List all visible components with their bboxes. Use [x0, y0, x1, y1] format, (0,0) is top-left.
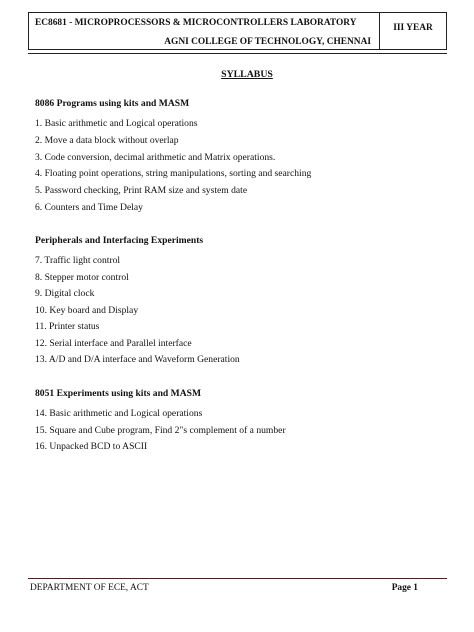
list-item: 14. Basic arithmetic and Logical operations [35, 408, 203, 419]
list-item: 3. Code conversion, decimal arithmetic and Matrix operations. [35, 152, 276, 163]
page-header [28, 12, 447, 50]
list-item: 5. Password checking, Print RAM size and system date [35, 185, 248, 196]
section-heading-8051: 8051 Experiments using kits and MASM [35, 388, 202, 399]
list-item: 10. Key board and Display [35, 305, 139, 316]
list-item: 13. A/D and D/A interface and Waveform Generation [35, 354, 240, 365]
page-number: Page 1 [391, 583, 418, 593]
footer-divider [28, 578, 447, 579]
college-name: AGNI COLLEGE OF TECHNOLOGY, CHENNAI [164, 37, 371, 47]
section-heading-8086: 8086 Programs using kits and MASM [35, 98, 190, 109]
list-item: 12. Serial interface and Parallel interface [35, 338, 192, 349]
list-item: 6. Counters and Time Delay [35, 202, 143, 213]
page-title-container [0, 64, 474, 82]
course-title: EC8681 - MICROPROCESSORS & MICROCONTROLLERS LABORATORY [35, 18, 357, 28]
section-heading-peripherals: Peripherals and Interfacing Experiments [35, 235, 204, 246]
list-item: 2. Move a data block without overlap [35, 135, 179, 146]
list-item: 9. Digital clock [35, 288, 95, 299]
header-title-cell [29, 13, 380, 49]
list-item: 4. Floating point operations, string manipulations, sorting and searching [35, 168, 312, 179]
footer-department: DEPARTMENT OF ECE, ACT [30, 583, 149, 593]
page-title: SYLLABUS [221, 69, 273, 80]
list-item: 15. Square and Cube program, Find 2"s complement of a number [35, 425, 286, 436]
year-label: III YEAR [393, 23, 433, 33]
list-item: 8. Stepper motor control [35, 272, 129, 283]
header-divider [28, 53, 447, 54]
list-item: 7. Traffic light control [35, 255, 121, 266]
list-item: 1. Basic arithmetic and Logical operations [35, 118, 198, 129]
list-item: 16. Unpacked BCD to ASCII [35, 441, 148, 452]
list-item: 11. Printer status [35, 321, 100, 332]
